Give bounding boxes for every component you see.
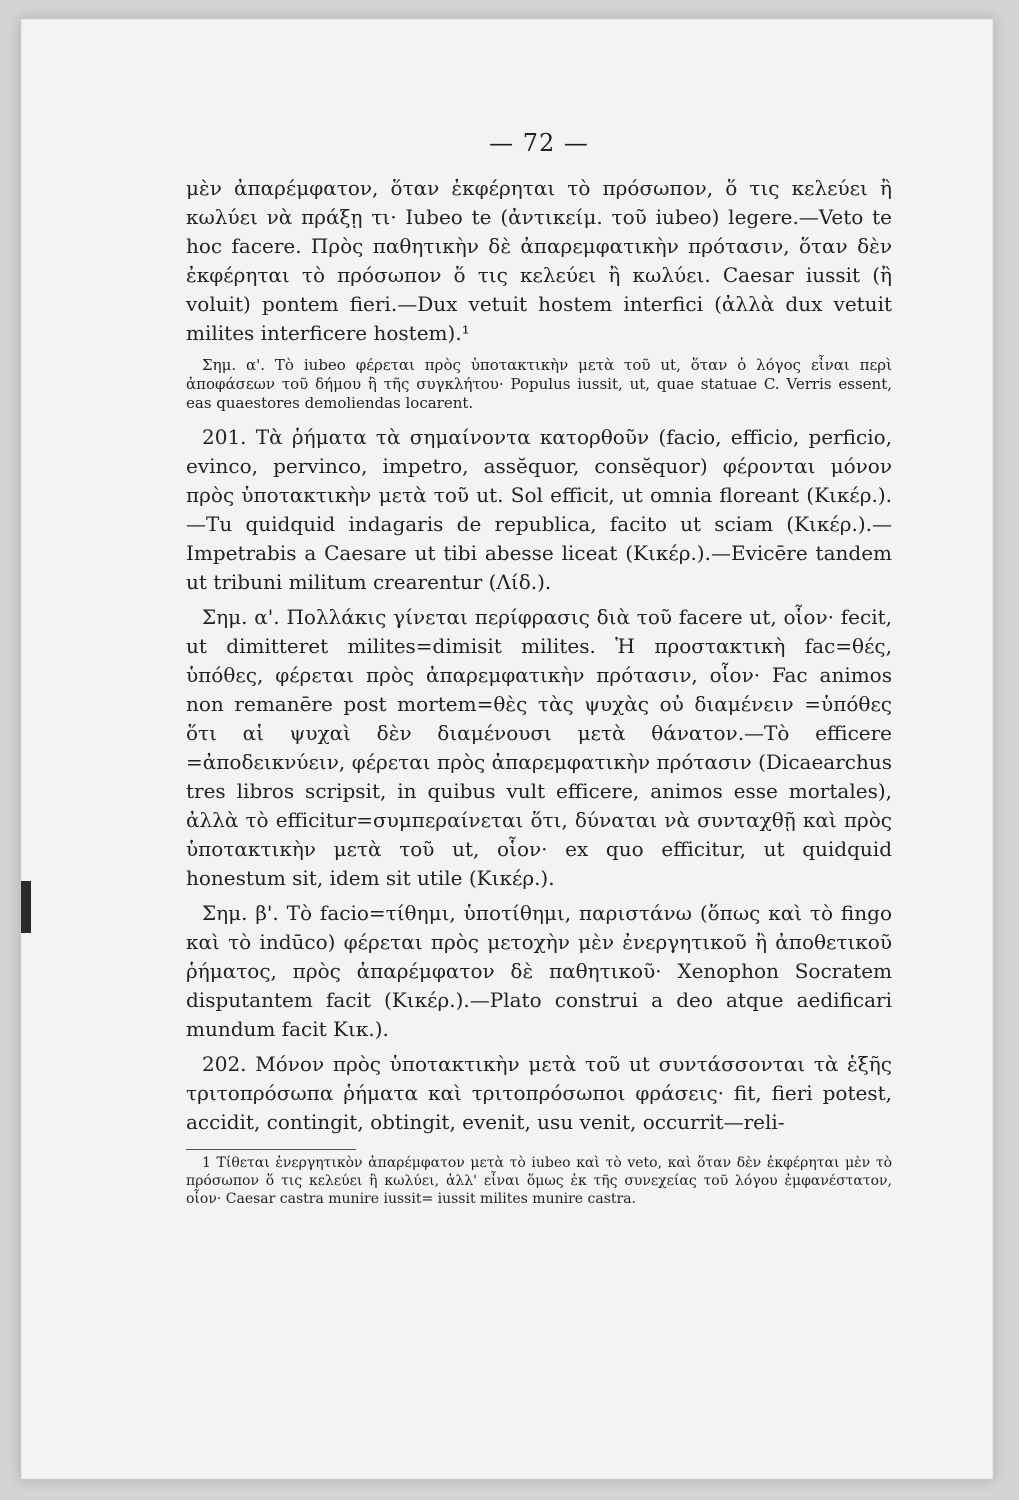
- page-number: — 72 —: [489, 129, 589, 157]
- section-202: 202. Μόνον πρὸς ὑποτακτικὴν μετὰ τοῦ ut συντάσσονται τὰ ἑξῆς τριτοπρόσωπα ῥήματα καὶ τριτοπρόσωποι φράσεις· fit, fieri potest, accidit, contingit, obtingit, evenit, usu venit, occurrit—reli-: [186, 1052, 892, 1134]
- opening-paragraph: μὲν ἀπαρέμφατον, ὅταν ἐκφέρηται τὸ πρόσωπον, ὅ τις κελεύει ἢ κωλύει νὰ πράξῃ τι· Iubeo te (ἀντικείμ. τοῦ iubeo) legere.—Veto te hoc facere. Πρὸς παθητικὴν δὲ ἀπαρεμφατικὴν πρότασιν, ὅταν δὲν ἐκφέρηται τὸ πρόσωπον ὅ τις κελεύει ἢ κωλύει. Caesar iussit (ἢ voluit) pontem fieri.—Dux vetuit hostem interfici (ἀλλὰ dux vetuit milites interficere hostem).¹: [186, 176, 892, 345]
- footnote-divider: [186, 1149, 356, 1150]
- text-page: [186, 128, 892, 1418]
- footnote: 1 Τίθεται ἐνεργητικὸν ἀπαρέμφατον μετὰ τὸ iubeo καὶ τὸ veto, καὶ ὅταν δὲν ἐκφέρηται μὲν τὸ πρόσωπον ὅ τις κελεύει ἢ κωλύει, ἀλλ' εἶναι ὅμως ἐκ τῆς συνεχείας τοῦ λόγου ἐμφανέστατον, οἷον· Caesar castra munire iussit= iussit milites munire castra.: [186, 1155, 892, 1207]
- section-201: 201. Τὰ ῥήματα τὰ σημαίνοντα κατορθοῦν (facio, efficio, perficio, evinco, pervinco, impetro, assĕquor, consĕquor) φέρονται μόνον πρὸς ὑποτακτικὴν μετὰ τοῦ ut. Sol efficit, ut omnia floreant (Κικέρ.).—Tu quidquid indagaris de republica, facito ut sciam (Κικέρ.).—Impetrabis a Caesare ut tibi abesse liceat (Κικέρ.).—Evicēre tandem ut tribuni militum crearentur (Λίδ.).: [186, 425, 892, 594]
- margin-mark: [21, 881, 31, 933]
- note-alpha: Σημ. α'. Πολλάκις γίνεται περίφρασις διὰ τοῦ facere ut, οἷον· fecit, ut dimitteret milites=dimisit milites. Ἡ προστακτικὴ fac=θές, ὑπόθες, φέρεται πρὸς ἀπαρεμφατικὴν πρότασιν, οἷον· Fac animos non remanēre post mortem=θὲς τὰς ψυχὰς οὐ διαμένειν =ὑπόθες ὅτι αἱ ψυχαὶ δὲν διαμένουσι μετὰ θάνατον.—Τὸ efficere =ἀποδεικνύειν, φέρεται πρὸς ἀπαρεμφατικὴν πρότασιν (Dicaearchus tres libros scripsit, in quibus vult efficere, animos esse mortales), ἀλλὰ τὸ efficitur=συμπεραίνεται ὅτι, δύναται νὰ συνταχθῇ καὶ πρὸς ὑποτακτικὴν μετὰ τοῦ ut, οἷον· ex quo efficitur, ut quidquid honestum sit, idem sit utile (Κικέρ.).: [186, 605, 892, 890]
- note-paragraph: Σημ. α'. Τὸ iubeo φέρεται πρὸς ὑποτακτικὴν μετὰ τοῦ ut, ὅταν ὁ λόγος εἶναι περὶ ἀποφάσεων τοῦ δήμου ἢ τῆς συγκλήτου· Populus iussit, ut, quae statuae C. Verris essent, eas quaestores demoliendas locarent.: [186, 356, 892, 412]
- note-beta: Σημ. β'. Τὸ facio=τίθημι, ὑποτίθημι, παριστάνω (ὅπως καὶ τὸ fingo καὶ τὸ indūco) φέρεται πρὸς μετοχὴν μὲν ἐνεργητικοῦ ἢ ἀποθετικοῦ ῥήματος, πρὸς ἀπαρέμφατον δὲ παθητικοῦ· Xenophon Socratem disputantem facit (Κικέρ.).—Plato construi a deo atque aedificari mundum facit Κικ.).: [186, 901, 892, 1041]
